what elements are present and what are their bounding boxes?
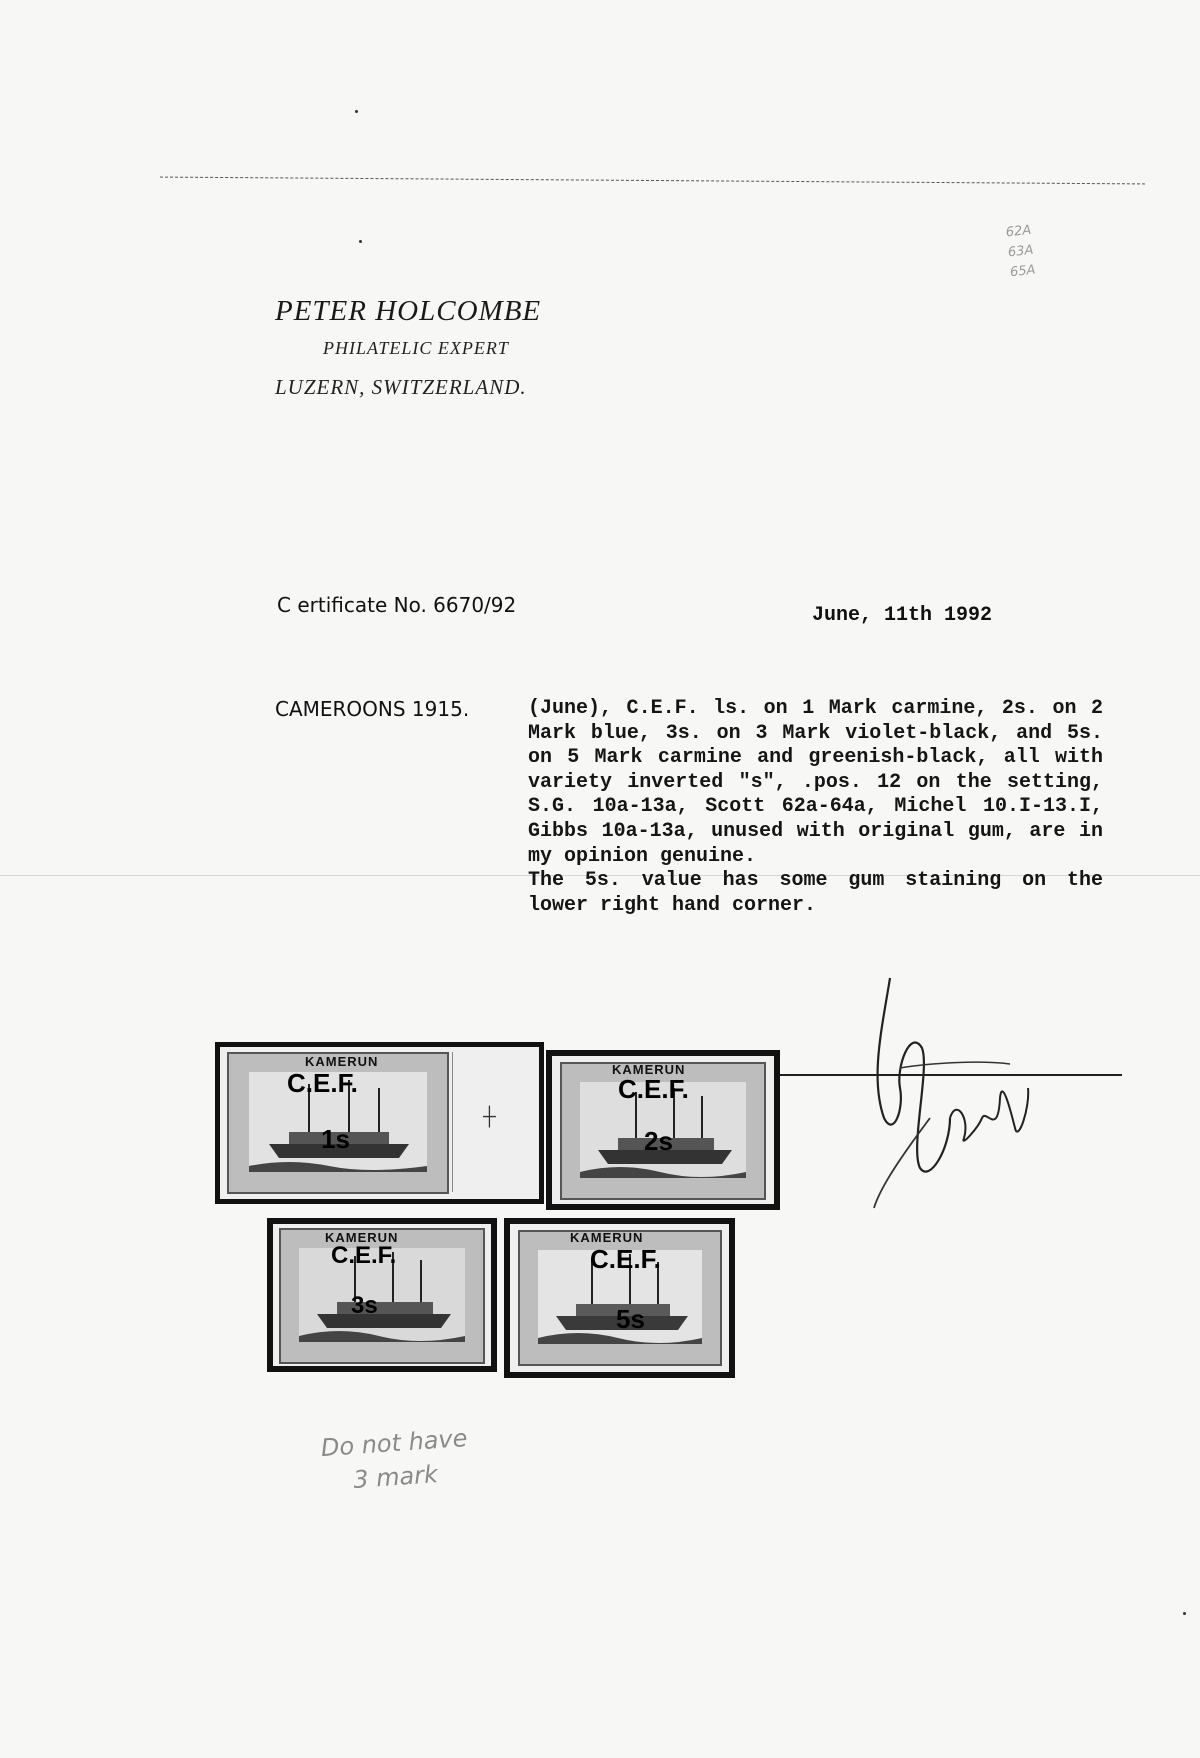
- perforation-line: [452, 1052, 453, 1192]
- stamp-overprint: C.E.F.: [287, 1068, 358, 1098]
- signature: [860, 968, 1060, 1248]
- letterhead: [275, 295, 541, 400]
- handwritten-line: Do not have: [320, 1423, 469, 1463]
- stamp-3s: [267, 1218, 497, 1372]
- speck: [1183, 1612, 1186, 1615]
- certificate-number: C ertificate No. 6670/92: [277, 593, 517, 617]
- stamp-overprint: C.E.F.: [331, 1242, 397, 1269]
- selvedge-mark: ┼: [483, 1106, 496, 1126]
- stamp-2s: [546, 1050, 780, 1210]
- description-paragraph: The 5s. value has some gum staining on the lower right hand corner.: [528, 869, 1103, 917]
- certificate-date: June, 11th 1992: [812, 604, 993, 627]
- stamp-1s: [215, 1042, 544, 1204]
- stamp-5s: [504, 1218, 735, 1378]
- description-paragraph: (June), C.E.F. ls. on 1 Mark carmine, 2s. on 2 Mark blue, 3s. on 3 Mark violet-black, and 5s. on 5 Mark carmine and greenish-black, all with variety inverted "s", .pos. 12 on the setting, S.G. 10a-13a, Scott 62a-64a, Michel 10.I-13.I, Gibbs 10a-13a, unused with original gum, are in my opinion genuine.: [528, 697, 1103, 868]
- pencil-note: 62A: [1005, 222, 1033, 241]
- stamp-value: 3s: [351, 1292, 378, 1319]
- pencil-note: 65A: [1009, 262, 1037, 281]
- stamp-value: 1s: [321, 1124, 350, 1154]
- stamp-overprint: C.E.F.: [590, 1244, 661, 1274]
- handwritten-line: 3 mark: [352, 1460, 439, 1494]
- stamp-value: 5s: [616, 1304, 645, 1334]
- stamp-country: KAMERUN: [325, 1230, 399, 1245]
- expert-title: PHILATELIC EXPERT: [323, 338, 509, 358]
- certificate-description: [528, 697, 1103, 918]
- stamp-overprint: C.E.F.: [618, 1074, 689, 1104]
- stamp-value: 2s: [644, 1126, 673, 1156]
- fold-line-top: [160, 177, 1145, 185]
- stamp-country: KAMERUN: [570, 1230, 644, 1245]
- stamp-country: KAMERUN: [612, 1062, 686, 1077]
- handwritten-note: [320, 1421, 471, 1499]
- expert-name: PETER HOLCOMBE: [275, 295, 542, 327]
- speck: [359, 240, 362, 243]
- pencil-catalogue-notes: [1005, 221, 1037, 283]
- pencil-note: 63A: [1007, 242, 1035, 261]
- expert-location: LUZERN, SWITZERLAND.: [275, 375, 527, 399]
- speck: [355, 110, 358, 113]
- certificate-subject: CAMEROONS 1915.: [275, 697, 470, 721]
- stamp-country: KAMERUN: [305, 1054, 379, 1069]
